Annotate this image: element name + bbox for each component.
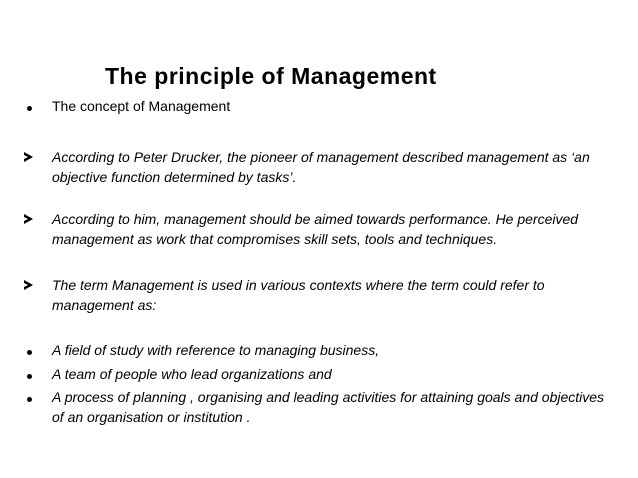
list-item — [24, 209, 614, 249]
list-item-text: The concept of Management — [52, 98, 231, 114]
list-item — [24, 364, 614, 384]
arrow-bullet-icon — [24, 275, 46, 295]
list-item-text: A team of people who lead organizations and — [52, 366, 332, 382]
list-item-text: According to him, management should be aimed towards performance. He perceived management as work that compromises skill sets, tools and techniques. — [52, 211, 579, 247]
arrow-bullet-icon — [24, 147, 46, 167]
bullet-icon — [24, 364, 46, 384]
arrow-bullet-icon — [24, 209, 46, 229]
bullet-icon — [24, 96, 46, 116]
list-item-text: A process of planning , organising and leading activities for attaining goals and objectives of an organisation or institution . — [52, 389, 605, 425]
list-item — [24, 147, 614, 187]
list-item-text: According to Peter Drucker, the pioneer of management described management as ‘an objective function determined by tasks’. — [52, 149, 590, 185]
list-item-text: A field of study with reference to managing business, — [52, 342, 380, 358]
list-item — [24, 275, 614, 315]
list-item-text: The term Management is used in various contexts where the term could refer to management as: — [52, 277, 545, 313]
bullet-icon — [24, 387, 46, 407]
bullet-icon — [24, 340, 46, 360]
slide-title: The principle of Management — [105, 63, 437, 89]
list-item — [24, 387, 614, 427]
list-item — [24, 96, 614, 116]
list-item — [24, 340, 614, 360]
